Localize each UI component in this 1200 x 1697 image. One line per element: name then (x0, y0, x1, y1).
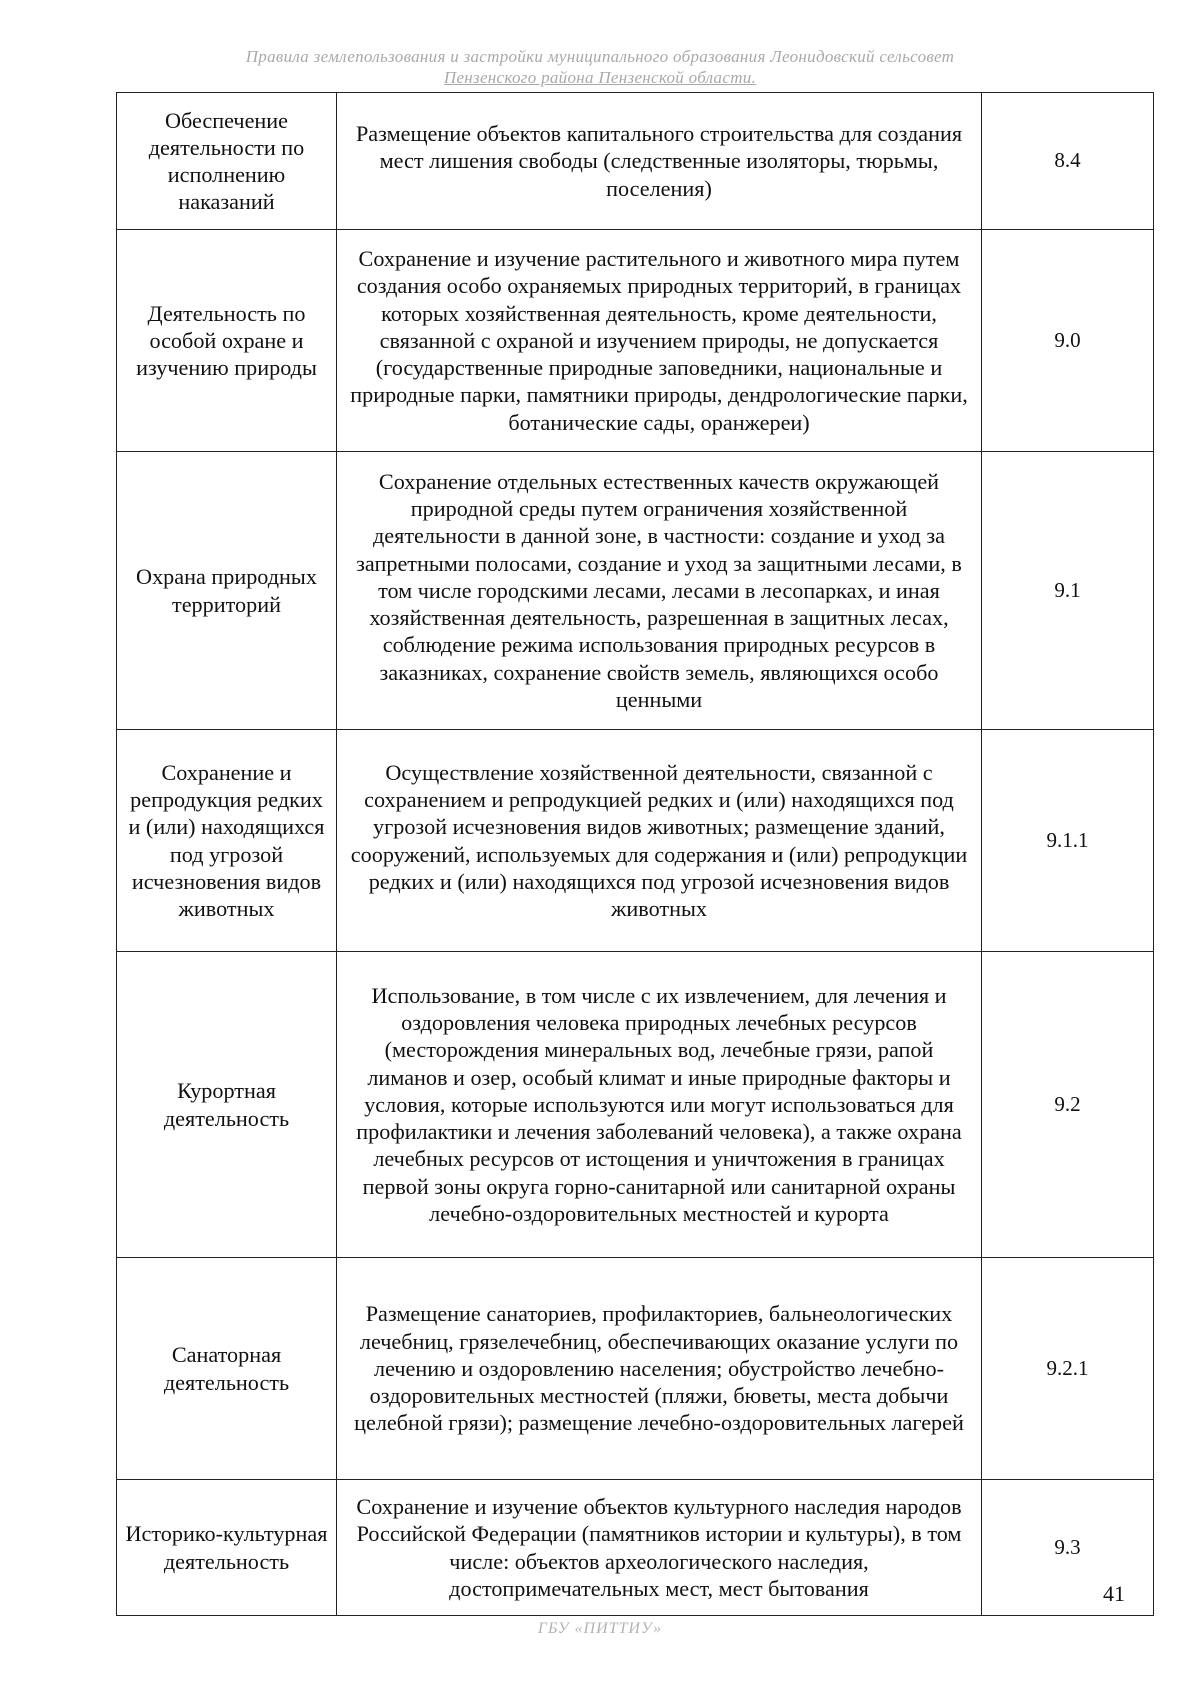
row-code-cell: 9.1 (982, 452, 1154, 730)
row-code-cell: 8.4 (982, 93, 1154, 230)
row-name-cell: Деятельность по особой охране и изучению природы (117, 230, 337, 452)
page-header (180, 46, 1020, 88)
row-description-cell: Использование, в том числе с их извлечением, для лечения и оздоровления человека природных лечебных ресурсов (месторождения минеральных вод, лечебные грязи, рапой лиманов и озер, особый климат и иные природные факторы и условия, которые используются или могут использоваться для профилактики и лечения заболеваний человека), а также охрана лечебных ресурсов от истощения и уничтожения в границах первой зоны округа горно-санитарной или санитарной охраны лечебно-оздоровительных местностей и курорта (337, 952, 982, 1258)
row-name-cell: Историко-культурная деятельность (117, 1480, 337, 1616)
row-description-cell: Размещение объектов капитального строительства для создания мест лишения свободы (следственные изоляторы, тюрьмы, поселения) (337, 93, 982, 230)
row-code-cell: 9.0 (982, 230, 1154, 452)
row-description-cell: Осуществление хозяйственной деятельности, связанной с сохранением и репродукцией редких и (или) находящихся под угрозой исчезновения видов животных; размещение зданий, сооружений, используемых для содержания и (или) репродукции редких и (или) находящихся под угрозой исчезновения видов животных (337, 730, 982, 952)
page-number: 41 (1103, 1581, 1125, 1606)
row-name-cell: Курортная деятельность (117, 952, 337, 1258)
row-description-cell: Размещение санаториев, профилакториев, бальнеологических лечебниц, грязелечебниц, обеспечивающих оказание услуги по лечению и оздоровлению населения; обустройство лечебно-оздоровительных местностей (пляжи, бюветы, места добычи целебной грязи); размещение лечебно-оздоровительных лагерей (337, 1258, 982, 1480)
row-code-cell: 9.3 (982, 1480, 1154, 1616)
row-description-cell: Сохранение и изучение объектов культурного наследия народов Российской Федерации (памятников истории и культуры), в том числе: объектов археологического наследия, достопримечательных мест, мест бытования (337, 1480, 982, 1616)
table-row (117, 1480, 1154, 1616)
row-name-cell: Санаторная деятельность (117, 1258, 337, 1480)
table-row (117, 230, 1154, 452)
land-use-table (116, 92, 1154, 1616)
row-description-cell: Сохранение отдельных естественных качеств окружающей природной среды путем ограничения хозяйственной деятельности в данной зоне, в частности: создание и уход за запретными полосами, создание и уход за защитными лесами, в том числе городскими лесами, лесами в лесопарках, и иная хозяйственная деятельность, разрешенная в защитных лесах, соблюдение режима использования природных ресурсов в заказниках, сохранение свойств земель, являющихся особо ценными (337, 452, 982, 730)
row-name-cell: Охрана природных территорий (117, 452, 337, 730)
header-line-1: Правила землепользования и застройки муниципального образования Леонидовский сельсовет (245, 47, 955, 66)
row-description-cell: Сохранение и изучение растительного и животного мира путем создания особо охраняемых природных территорий, в границах которых хозяйственная деятельность, кроме деятельности, связанной с охраной и изучением природы, не допускается (государственные природные заповедники, национальные и природные парки, памятники природы, дендрологические парки, ботанические сады, оранжереи) (337, 230, 982, 452)
table-row (117, 730, 1154, 952)
table-row (117, 952, 1154, 1258)
row-name-cell: Сохранение и репродукция редких и (или) находящихся под угрозой исчезновения видов животных (117, 730, 337, 952)
row-code-cell: 9.2 (982, 952, 1154, 1258)
page-footer: ГБУ «ПИТТИУ» (537, 1620, 663, 1637)
header-line-2: Пензенского района Пензенской области. (443, 68, 757, 87)
table-row (117, 93, 1154, 230)
row-code-cell: 9.2.1 (982, 1258, 1154, 1480)
row-name-cell: Обеспечение деятельности по исполнению наказаний (117, 93, 337, 230)
row-code-cell: 9.1.1 (982, 730, 1154, 952)
table-row (117, 1258, 1154, 1480)
table-row (117, 452, 1154, 730)
